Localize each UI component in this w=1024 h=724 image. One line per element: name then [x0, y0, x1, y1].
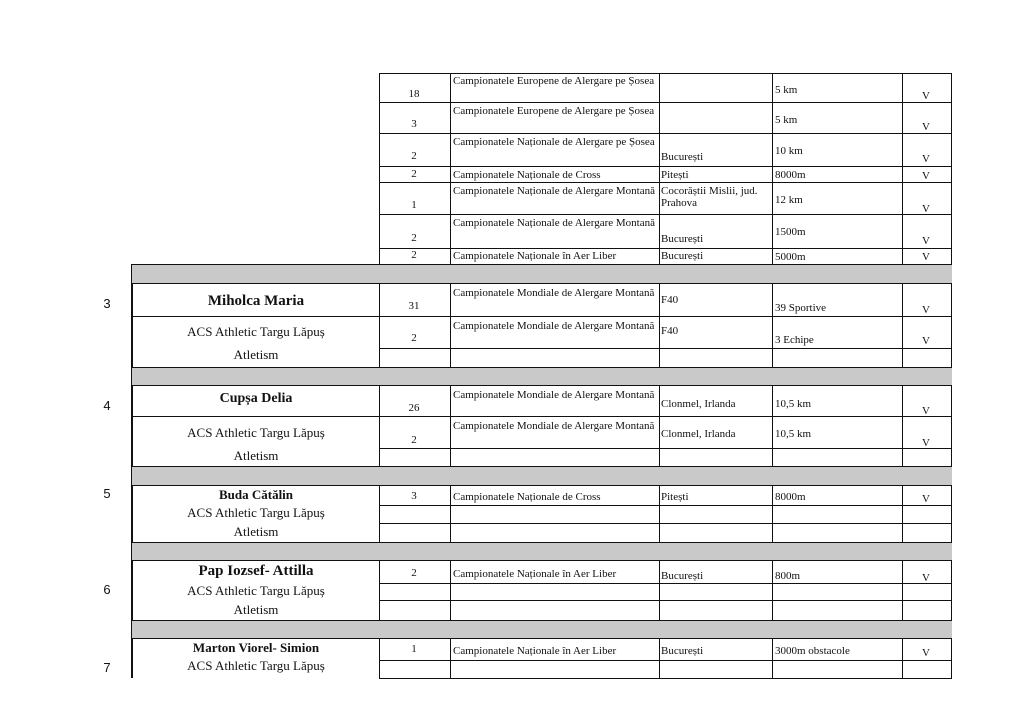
row-number: 7	[103, 660, 111, 675]
result-cell: V	[922, 170, 930, 182]
count-cell: 2	[411, 434, 417, 446]
count-cell: 2	[411, 168, 417, 180]
separator-band	[132, 620, 952, 639]
competition-cell: Campionatele Europene de Alergare pe Șosea	[453, 105, 655, 117]
competition-cell: Campionatele Mondiale de Alergare Montană	[453, 389, 655, 401]
athlete-name: Miholca Maria	[207, 293, 305, 309]
competition-cell: Campionatele Naționale de Cross	[453, 491, 601, 503]
result-cell: V	[922, 251, 930, 263]
competition-cell: Campionatele Naționale de Alergare Montană	[453, 217, 656, 229]
count-cell: 18	[408, 88, 420, 100]
athlete-name: Buda Cătălin	[218, 487, 294, 502]
category-cell: 3 Echipe	[775, 334, 814, 346]
category-cell: 3000m obstacole	[775, 645, 850, 657]
category-cell: 5 km	[775, 114, 798, 126]
athlete-club: ACS Athletic Targu Lăpuș	[187, 505, 325, 520]
result-cell: V	[922, 335, 930, 347]
count-cell: 1	[411, 643, 417, 655]
count-cell: 3	[411, 118, 417, 130]
result-cell: V	[922, 153, 930, 165]
competition-cell: Campionatele Naționale în Aer Liber	[453, 645, 617, 657]
athlete-name: Marton Viorel- Simion	[192, 640, 320, 655]
category-cell: 5000m	[775, 251, 806, 263]
result-cell: V	[922, 121, 930, 133]
separator-band	[132, 367, 952, 386]
competition-cell: Campionatele Naționale de Cross	[453, 169, 601, 181]
location-cell: Cocorăștii Mislii, jud. Prahova	[661, 185, 758, 209]
athlete-sport: Atletism	[233, 448, 279, 463]
competition-cell: Campionatele Naționale de Alergare pe Șosea	[453, 136, 655, 148]
result-cell: V	[922, 235, 930, 247]
count-cell: 26	[408, 402, 420, 414]
result-cell: V	[922, 304, 930, 316]
location-cell: Clonmel, Irlanda	[661, 428, 736, 440]
athlete-name: Cupșa Delia	[219, 391, 293, 406]
count-cell: 1	[411, 199, 417, 211]
athlete-club: ACS Athletic Targu Lăpuș	[187, 658, 325, 673]
athlete-club: ACS Athletic Targu Lăpuș	[187, 583, 325, 598]
result-cell: V	[922, 437, 930, 449]
count-cell: 2	[411, 249, 417, 261]
competition-cell: Campionatele Naționale în Aer Liber	[453, 568, 617, 580]
category-cell: 12 km	[775, 194, 803, 206]
count-cell: 2	[411, 567, 417, 579]
athlete-club: ACS Athletic Targu Lăpuș	[187, 425, 325, 440]
result-cell: V	[922, 572, 930, 584]
competition-cell: Campionatele Mondiale de Alergare Montană	[453, 287, 655, 299]
category-cell: 8000m	[775, 491, 806, 503]
competition-cell: Campionatele Mondiale de Alergare Montană	[453, 320, 655, 332]
result-cell: V	[922, 203, 930, 215]
row-number: 6	[103, 582, 111, 597]
separator-band	[132, 542, 952, 561]
athlete-sport: Atletism	[233, 602, 279, 617]
separator-band	[132, 466, 952, 486]
category-cell: 5 km	[775, 84, 798, 96]
row-number: 5	[103, 486, 111, 501]
category-cell: 10 km	[775, 145, 803, 157]
result-cell: V	[922, 90, 930, 102]
location-cell: Clonmel, Irlanda	[661, 398, 736, 410]
athlete-sport: Atletism	[233, 524, 279, 539]
category-cell: 1500m	[775, 226, 806, 238]
competition-cell: Campionatele Europene de Alergare pe Șosea	[453, 75, 655, 87]
category-cell: 10,5 km	[775, 428, 812, 440]
location-cell: F40	[661, 325, 679, 337]
count-cell: 3	[411, 490, 417, 502]
location-cell: Pitești	[661, 491, 689, 503]
result-cell: V	[922, 493, 930, 505]
separator-band	[132, 264, 952, 284]
category-cell: 8000m	[775, 169, 806, 181]
location-cell: F40	[661, 294, 679, 306]
athlete-name: Pap Iozsef- Attilla	[198, 563, 314, 579]
result-cell: V	[922, 405, 930, 417]
location-cell: București	[661, 570, 704, 582]
count-cell: 2	[411, 232, 417, 244]
athlete-sport: Atletism	[233, 347, 279, 362]
count-cell: 31	[408, 300, 420, 312]
location-cell: București	[661, 233, 704, 245]
row-number: 3	[103, 296, 111, 311]
location-cell: București	[661, 645, 704, 657]
row-number: 4	[103, 398, 111, 413]
count-cell: 2	[411, 332, 417, 344]
competition-cell: Campionatele Mondiale de Alergare Montană	[453, 420, 655, 432]
category-cell: 39 Sportive	[775, 302, 827, 314]
location-cell: București	[661, 250, 704, 262]
category-cell: 800m	[775, 570, 801, 582]
athlete-club: ACS Athletic Targu Lăpuș	[187, 324, 325, 339]
category-cell: 10,5 km	[775, 398, 812, 410]
result-cell: V	[922, 647, 930, 659]
competition-cell: Campionatele Naționale în Aer Liber	[453, 250, 617, 262]
location-cell: Pitești	[661, 169, 689, 181]
count-cell: 2	[411, 150, 417, 162]
competition-cell: Campionatele Naționale de Alergare Montană	[453, 185, 656, 197]
location-cell: București	[661, 151, 704, 163]
